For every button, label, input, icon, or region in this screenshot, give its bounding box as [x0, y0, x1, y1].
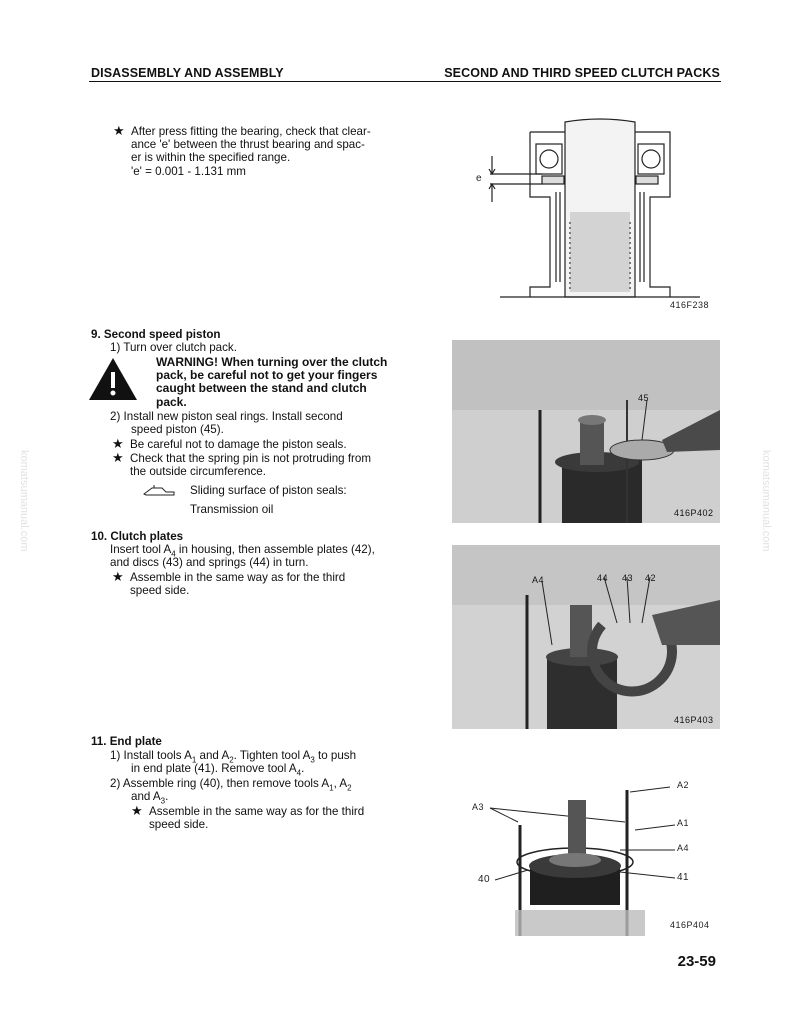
- tool-a1-label: A1: [677, 818, 690, 828]
- step-2-line-2: speed piston (45).: [131, 423, 224, 437]
- s11-sub: 1: [329, 783, 334, 793]
- s11-sub: 1: [191, 755, 197, 765]
- section-11-note: [131, 804, 364, 831]
- warning-line-1: WARNING! When turning over the clutch: [156, 355, 388, 369]
- intro-note: [113, 124, 371, 178]
- star-icon: ★: [112, 569, 124, 584]
- s11-note-line-1: Assemble in the same way as for the third: [149, 805, 365, 818]
- header-right-title: SECOND AND THIRD SPEED CLUTCH PACKS: [444, 66, 720, 80]
- section-9-step-1: 1) Turn over clutch pack.: [110, 341, 237, 354]
- s11-text: to push: [314, 749, 357, 762]
- warning-line-4: pack.: [156, 394, 187, 409]
- figure-3-code: 416P403: [674, 715, 714, 725]
- s11-text: .: [165, 790, 169, 804]
- tool-a2-label: A2: [677, 780, 690, 790]
- s11-sub: 3: [310, 755, 315, 765]
- section-9-warning: [156, 356, 387, 409]
- section-10-body: [110, 543, 375, 569]
- s10-note-line-2: speed side.: [130, 584, 190, 598]
- part-45-label: 45: [638, 393, 650, 403]
- star-icon: ★: [112, 436, 124, 451]
- s11-sub: 3: [160, 796, 166, 806]
- s11-note-line-2: speed side.: [149, 818, 209, 832]
- note-spring-pin-1: Check that the spring pin is not protruding from: [130, 452, 372, 466]
- part-41-label: 41: [677, 872, 690, 883]
- watermark-left: komatsumanual.com: [18, 450, 30, 552]
- s10-line-2: and discs (43) and springs (44) in turn.: [110, 556, 309, 570]
- section-9-notes: [112, 437, 371, 479]
- s11-sub: 4: [296, 768, 302, 778]
- end-plate-photo-drawing: [470, 770, 722, 936]
- star-icon: ★: [112, 450, 124, 466]
- tool-a4-label: A4: [532, 575, 545, 585]
- s10-line-1b: in housing, then assemble plates (42),: [175, 543, 375, 556]
- star-icon: ★: [131, 803, 143, 818]
- intro-line-3: er is within the specified range.: [131, 151, 291, 165]
- lubricant-note: [190, 484, 347, 516]
- s11-text: .: [301, 762, 305, 776]
- part-44-label: 44: [597, 573, 609, 583]
- s11-text: in end plate (41). Remove tool A: [131, 762, 297, 776]
- s11-text: 1) Install tools A: [110, 749, 192, 762]
- watermark-right: komatsumanual.com: [760, 450, 772, 552]
- section-9-step-2: [110, 410, 343, 436]
- figure-2-code: 416P402: [674, 508, 714, 518]
- s10-sub: 4: [171, 549, 176, 559]
- warning-icon: [87, 356, 139, 402]
- part-42-label: 42: [645, 573, 657, 583]
- s11-text: . Tighten tool A: [233, 749, 311, 762]
- step-2-line-1: 2) Install new piston seal rings. Install second: [110, 410, 343, 423]
- tool-a4-label: A4: [677, 843, 690, 853]
- intro-line-1: After press fitting the bearing, check that clear-: [131, 125, 371, 138]
- section-11-step-2: [110, 777, 352, 806]
- page-number: 23-59: [677, 953, 716, 970]
- figure-clutch-plates-photo: [452, 545, 720, 729]
- intro-line-4: 'e' = 0.001 - 1.131 mm: [131, 164, 246, 178]
- intro-line-2: ance 'e' between the thrust bearing and spac-: [131, 138, 365, 152]
- s11-sub: 2: [229, 755, 234, 765]
- piston-photo-drawing: [452, 340, 720, 523]
- s11-sub: 2: [347, 783, 352, 793]
- figure-piston-photo: [452, 340, 720, 523]
- s10-line-1a: Insert tool A: [110, 543, 172, 556]
- oil-can-icon: [142, 484, 176, 498]
- figure-end-plate-photo: [470, 770, 722, 936]
- clutch-plates-photo-drawing: [452, 545, 720, 729]
- tool-a3-label: A3: [472, 802, 485, 812]
- star-icon: ★: [113, 123, 125, 138]
- warning-line-3: caught between the stand and clutch: [156, 381, 367, 396]
- s11-text: and A: [131, 790, 161, 804]
- part-40-label: 40: [478, 874, 491, 885]
- figure-bearing-clearance: [470, 112, 720, 312]
- warning-line-2: pack, be careful not to get your fingers: [156, 368, 378, 383]
- lube-line-2: Transmission oil: [190, 503, 274, 517]
- note-spring-pin-2: the outside circumference.: [130, 465, 266, 479]
- section-9-title: 9. Second speed piston: [91, 328, 221, 341]
- s11-text: and A: [196, 749, 230, 762]
- section-10-title: 10. Clutch plates: [91, 530, 184, 543]
- bearing-section-drawing: [470, 112, 720, 312]
- s11-text: 2) Assemble ring (40), then remove tools A: [110, 777, 330, 790]
- figure-4-code: 416P404: [670, 920, 710, 930]
- header-rule: [89, 81, 721, 82]
- figure-1-code: 416F238: [670, 300, 710, 310]
- section-11-title: 11. End plate: [91, 735, 162, 748]
- part-43-label: 43: [622, 573, 634, 583]
- s10-note-line-1: Assemble in the same way as for the third: [130, 571, 346, 584]
- section-10-note: [112, 570, 345, 597]
- section-11-step-1: [110, 749, 357, 778]
- note-piston-seals: Be careful not to damage the piston seals.: [130, 438, 347, 451]
- clearance-e-label: e: [476, 173, 483, 184]
- s11-text: , A: [333, 777, 348, 790]
- lube-line-1: Sliding surface of piston seals:: [190, 484, 347, 497]
- header-left-title: DISASSEMBLY AND ASSEMBLY: [91, 66, 284, 80]
